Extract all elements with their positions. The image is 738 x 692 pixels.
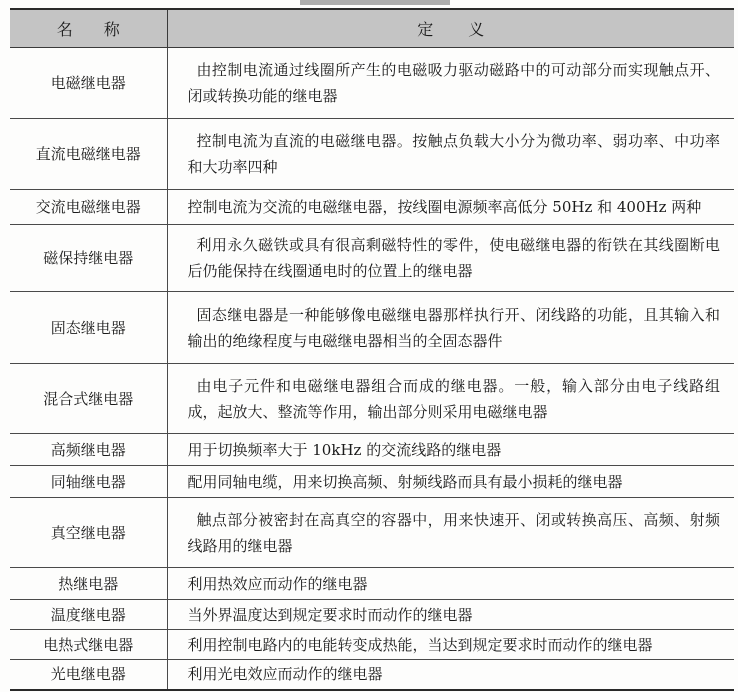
relay-definition	[167, 568, 734, 600]
relay-definition-text: 触点部分被密封在高真空的容器中，用来快速开、闭或转换高压、高频、射频线路用的继电器	[187, 510, 720, 555]
relay-name: 交流电磁继电器	[10, 190, 167, 225]
table-row	[10, 225, 734, 292]
table-row	[10, 292, 734, 364]
relay-name: 电热式继电器	[10, 630, 167, 660]
relay-definition	[167, 466, 734, 498]
table-row	[10, 190, 734, 225]
table-row	[10, 434, 734, 466]
relay-definition-text: 控制电流为交流的电磁继电器，按线圈电源频率高低分 50Hz 和 400Hz 两种	[187, 198, 702, 216]
relay-definition-text: 用于切换频率大于 10kHz 的交流线路的继电器	[187, 440, 502, 459]
table-header-row	[10, 9, 734, 48]
cropped-caption-strip	[300, 0, 450, 5]
relay-definition	[167, 364, 734, 434]
relay-definition	[167, 660, 734, 690]
relay-definition-text: 配用同轴电缆，用来切换高频、射频线路而具有最小损耗的继电器	[187, 472, 623, 491]
relay-definition-text: 由控制电流通过线圈所产生的电磁吸力驱动磁路中的可动部分而实现触点开、闭或转换功能的继电器	[187, 61, 720, 105]
relay-definition-table	[10, 8, 734, 691]
relay-definition	[167, 292, 734, 364]
table-row	[10, 660, 734, 690]
relay-name: 直流电磁继电器	[10, 119, 167, 190]
relay-definition	[167, 190, 734, 225]
relay-name: 光电继电器	[10, 660, 167, 690]
header-name: 名 称	[10, 9, 167, 48]
table-row	[10, 364, 734, 434]
relay-definition-text: 利用光电效应而动作的继电器	[187, 665, 383, 684]
relay-definition	[167, 48, 734, 119]
relay-definition-text: 当外界温度达到规定要求时而动作的继电器	[187, 605, 473, 624]
relay-definition	[167, 630, 734, 660]
relay-definition	[167, 225, 734, 292]
relay-name: 热继电器	[10, 568, 167, 600]
relay-definition-text: 利用控制电路内的电能转变成热能，当达到规定要求时而动作的继电器	[187, 635, 653, 654]
relay-name: 真空继电器	[10, 498, 167, 568]
table-row	[10, 48, 734, 119]
relay-definition-text: 利用永久磁铁或具有很高剩磁特性的零件，使电磁继电器的衔铁在其线圈断电后仍能保持在线圈通电时的位置上的继电器	[187, 236, 720, 280]
table-row	[10, 498, 734, 568]
relay-name: 同轴继电器	[10, 466, 167, 498]
table-row	[10, 600, 734, 630]
table-row	[10, 568, 734, 600]
relay-definition-text: 固态继电器是一种能够像电磁继电器那样执行开、闭线路的功能，且其输入和输出的绝缘程度与电磁继电器相当的全固态器件	[187, 305, 720, 350]
header-definition: 定 义	[167, 9, 734, 48]
relay-name: 磁保持继电器	[10, 225, 167, 292]
table-row	[10, 119, 734, 190]
relay-definition	[167, 119, 734, 190]
relay-definition-text: 控制电流为直流的电磁继电器。按触点负载大小分为微功率、弱功率、中功率和大功率四种	[187, 132, 720, 176]
relay-name: 电磁继电器	[10, 48, 167, 119]
table-row	[10, 630, 734, 660]
relay-definition-text: 利用热效应而动作的继电器	[187, 574, 368, 593]
relay-name: 固态继电器	[10, 292, 167, 364]
relay-definition	[167, 434, 734, 466]
relay-definition	[167, 600, 734, 630]
relay-name: 高频继电器	[10, 434, 167, 466]
relay-definition	[167, 498, 734, 568]
table-row	[10, 466, 734, 498]
relay-name: 温度继电器	[10, 600, 167, 630]
relay-definition-text: 由电子元件和电磁继电器组合而成的继电器。一般，输入部分由电子线路组成，起放大、整流等作用，输出部分则采用电磁继电器	[187, 376, 720, 421]
relay-name: 混合式继电器	[10, 364, 167, 434]
